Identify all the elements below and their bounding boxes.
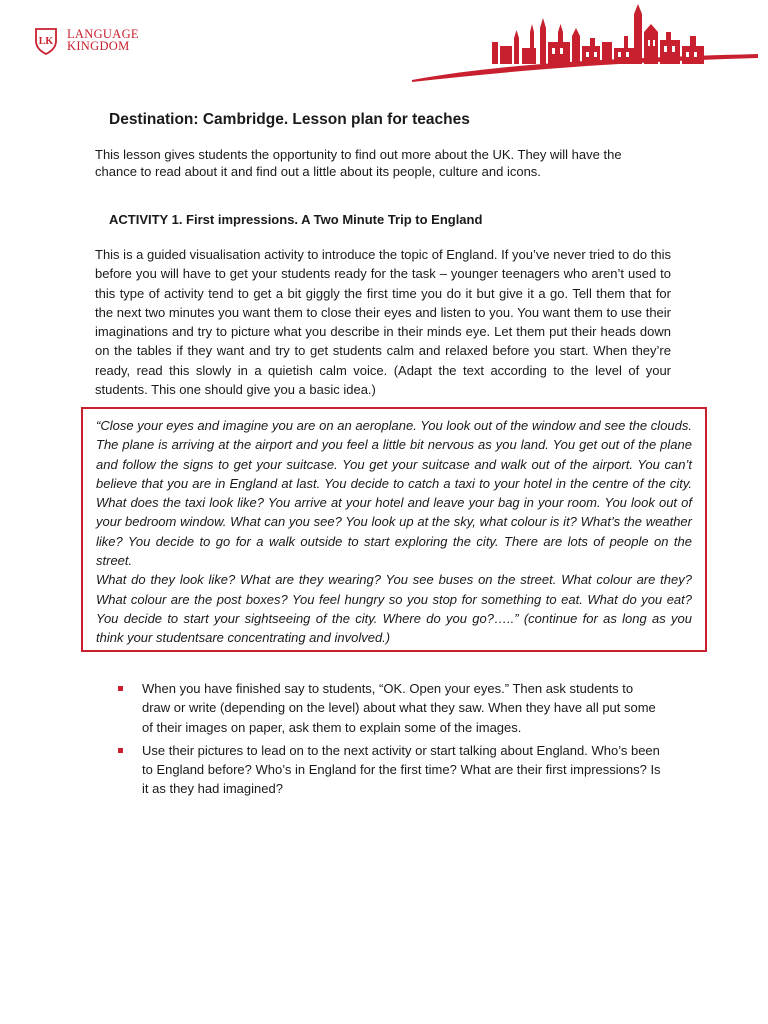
cambridge-skyline-icon xyxy=(410,2,760,82)
logo-initials: LK xyxy=(38,36,54,47)
list-item xyxy=(118,741,664,799)
page-header xyxy=(0,0,768,90)
visualisation-script-part2: What do they look like? What are they wearing? You see buses on the street. What colour are they? What colour are the post boxes? You feel hungry so you stop for something to eat. What do you eat? You decide to start your sightseeing of the city. Where do you go?…..” (continue for as long as you think your studentsare concentrating and involved.) xyxy=(96,572,692,646)
intro-paragraph: This lesson gives students the opportunity to find out more about the UK. They will have the chance to read about it and find out a little about its people, culture and icons. xyxy=(95,147,622,179)
list-item xyxy=(118,679,664,737)
visualisation-script-part1: “Close your eyes and imagine you are on an aeroplane. You look out of the window and see the clouds. The plane is arriving at the airport and you feel a little bit nervous as you land. You get out of the plane and follow the signs to get your suitcase. You get your suitcase and walk out of the airport. You can’t believe that you are in England at last. You decide to catch a taxi to your hotel in the centre of the city. What does the taxi look like? You arrive at your hotel and leave your bag in your room. You look out of your bedroom window. What can you see? You look up at the sky, what colour is it? What’s the weather like? You decide to go for a walk outside to start exploring the city. There are lots of people on the street. xyxy=(96,418,692,569)
activity-heading: ACTIVITY 1. First impressions. A Two Minute Trip to England xyxy=(109,212,483,227)
shield-logo-icon xyxy=(34,27,58,55)
brand-name-line2: KINGDOM xyxy=(67,39,130,53)
instructions-paragraph: This is a guided visualisation activity to introduce the topic of England. If you’ve never tried to do this before you will have to get your students ready for the task – younger teenagers who aren’t used to this type of activity tend to get a bit giggly the first time you do it but give it a go. Tell them that for the next two minutes you want them to close their eyes and listen to you. You want them to use their imaginations and try to picture what you describe in their minds eye. Let them put their heads down on the tables if they want and try to get students calm and relaxed before you start. When they’re ready, read this slowly in a quietish calm voice. (Adapt the text according to the level of your students. This one should give you a basic idea.) xyxy=(95,247,671,398)
bullet-square-icon xyxy=(118,686,123,691)
follow-up-list xyxy=(118,679,664,803)
language-kingdom-logo xyxy=(34,27,154,59)
visualisation-script-box xyxy=(81,407,707,652)
list-item-text: Use their pictures to lead on to the next activity or start talking about England. Who’s been to England before? Who’s in England for the first time? What are their first impressions? Is it as they had imagined? xyxy=(142,742,661,797)
list-item-text: When you have finished say to students, “OK. Open your eyes.” Then ask students to draw or write (depending on the level) about what they saw. When they have all put some of their images on paper, ask them to explain some of the images. xyxy=(142,681,656,735)
brand-name-line1: LANGUAGE xyxy=(67,27,139,41)
document-title: Destination: Cambridge. Lesson plan for teaches xyxy=(109,111,470,128)
bullet-square-icon xyxy=(118,748,123,753)
